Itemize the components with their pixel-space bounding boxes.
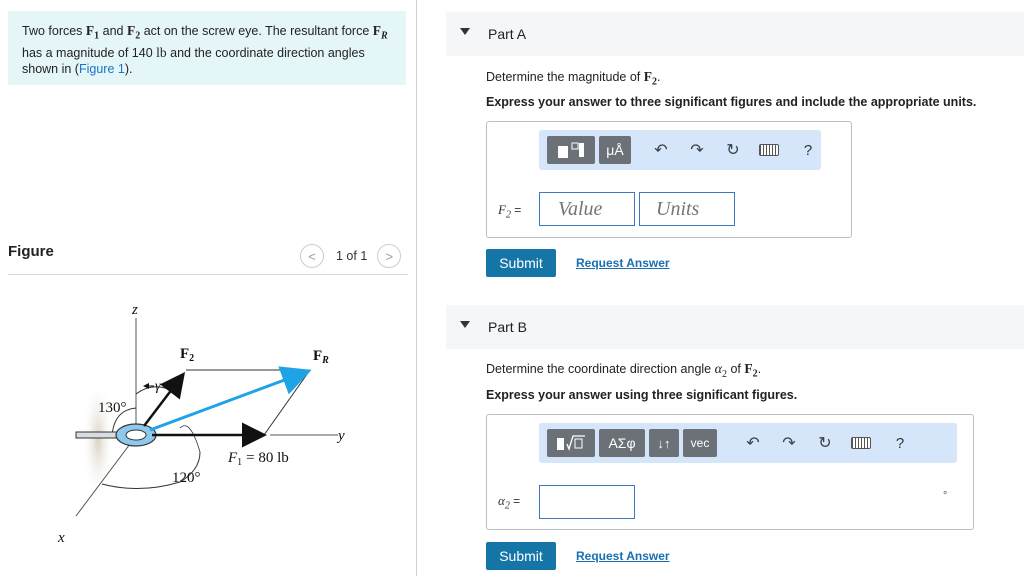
- z-axis-label: z: [132, 302, 138, 318]
- help-icon[interactable]: ?: [895, 434, 905, 452]
- alpha-variable: $\alpha_2$: [714, 362, 727, 380]
- problem-text: and the coordinate direction angles shown in (: [22, 45, 365, 76]
- f1-label: $F_1 = 80$ lb: [228, 450, 289, 468]
- help-icon[interactable]: ?: [803, 141, 813, 159]
- part-a-request-answer-link[interactable]: Request Answer: [576, 256, 670, 270]
- collapse-triangle-icon[interactable]: [460, 321, 470, 328]
- figure-divider: [8, 274, 408, 275]
- part-b-question: Determine the coordinate direction angle $\alpha_2$ of $F_2$.: [486, 361, 762, 380]
- problem-text: and: [99, 24, 127, 38]
- force-f1: $F_1$: [85, 23, 100, 42]
- f2-label: $F_2$: [180, 346, 195, 364]
- unit-lb: lb: [156, 44, 167, 60]
- force-f2: $F_2$: [126, 23, 141, 42]
- figure-title: Figure: [8, 243, 54, 260]
- wall-shading: [82, 378, 114, 502]
- screw-eye-inner: [126, 430, 146, 440]
- force-diagram: [40, 290, 360, 550]
- problem-text: Two forces: [22, 24, 86, 38]
- problem-text: ).: [124, 61, 133, 76]
- part-a-header[interactable]: [446, 12, 1024, 56]
- force-f2: $F_2$: [744, 361, 758, 380]
- subscript-superscript-button[interactable]: ↓↑: [649, 429, 679, 457]
- angle-120-label: 120°: [172, 470, 201, 486]
- angle-arc-gamma: [136, 387, 170, 394]
- part-b-answer-box: [486, 414, 974, 530]
- gamma-label: γ: [155, 379, 161, 394]
- angle-130-label: 130°: [98, 400, 127, 416]
- fr-label: $F_R$: [313, 348, 329, 366]
- part-a-title: Part A: [488, 26, 527, 42]
- part-a-submit-button[interactable]: Submit: [486, 249, 556, 277]
- templates-sqrt-icon[interactable]: [547, 429, 595, 457]
- value-input[interactable]: [539, 192, 635, 226]
- figure-link[interactable]: Figure 1: [78, 61, 125, 76]
- degree-symbol: °: [943, 490, 948, 502]
- templates-icon[interactable]: [547, 136, 595, 164]
- problem-statement: [8, 11, 406, 85]
- reset-icon[interactable]: ↻: [818, 435, 832, 452]
- problem-text: has a magnitude of 140: [22, 45, 157, 60]
- force-f2: $F_2$: [643, 69, 657, 88]
- keyboard-icon[interactable]: [851, 437, 871, 449]
- f2-variable-label: $F_2$ =: [498, 202, 522, 221]
- column-divider: [416, 0, 417, 576]
- part-b-title: Part B: [488, 319, 527, 335]
- force-f2-arrow: [144, 376, 182, 426]
- part-a-instruction: Express your answer to three significant figures and include the appropriate units.: [486, 95, 977, 109]
- vector-button[interactable]: vec: [683, 429, 717, 457]
- keyboard-icon[interactable]: [759, 144, 779, 156]
- alpha2-variable-label: $\alpha_2$ =: [498, 493, 521, 512]
- figure-pager: [300, 244, 401, 268]
- part-a-answer-box: [486, 121, 852, 238]
- problem-text: act on the screw eye. The resultant force: [140, 24, 373, 38]
- redo-icon[interactable]: ↷: [782, 435, 796, 452]
- part-b-instruction: Express your answer using three significant figures.: [486, 388, 798, 402]
- part-b-header[interactable]: [446, 305, 1024, 349]
- alpha2-input[interactable]: [539, 485, 635, 519]
- angle-arc-120-b: [180, 426, 200, 452]
- collapse-triangle-icon[interactable]: [460, 28, 470, 35]
- part-a-toolbar: [539, 130, 821, 170]
- reset-icon[interactable]: ↻: [726, 142, 740, 159]
- part-a-question: Determine the magnitude of $F_2$.: [486, 69, 661, 88]
- part-b-toolbar: [539, 423, 957, 463]
- undo-icon[interactable]: ↶: [746, 435, 760, 452]
- units-button[interactable]: μÅ: [599, 136, 631, 164]
- force-fr-arrow: [150, 372, 306, 430]
- x-axis-label: x: [58, 530, 65, 546]
- units-input[interactable]: [639, 192, 735, 226]
- chevron-left-icon[interactable]: <: [300, 244, 324, 268]
- force-fr: $F_R$: [372, 23, 388, 42]
- redo-icon[interactable]: ↷: [690, 142, 704, 159]
- part-b-request-answer-link[interactable]: Request Answer: [576, 549, 670, 563]
- undo-icon[interactable]: ↶: [654, 142, 668, 159]
- y-axis-label: y: [338, 428, 345, 444]
- chevron-right-icon[interactable]: >: [377, 244, 401, 268]
- part-b-submit-button[interactable]: Submit: [486, 542, 556, 570]
- greek-symbols-button[interactable]: ΑΣφ: [599, 429, 645, 457]
- pager-text: 1 of 1: [336, 249, 368, 263]
